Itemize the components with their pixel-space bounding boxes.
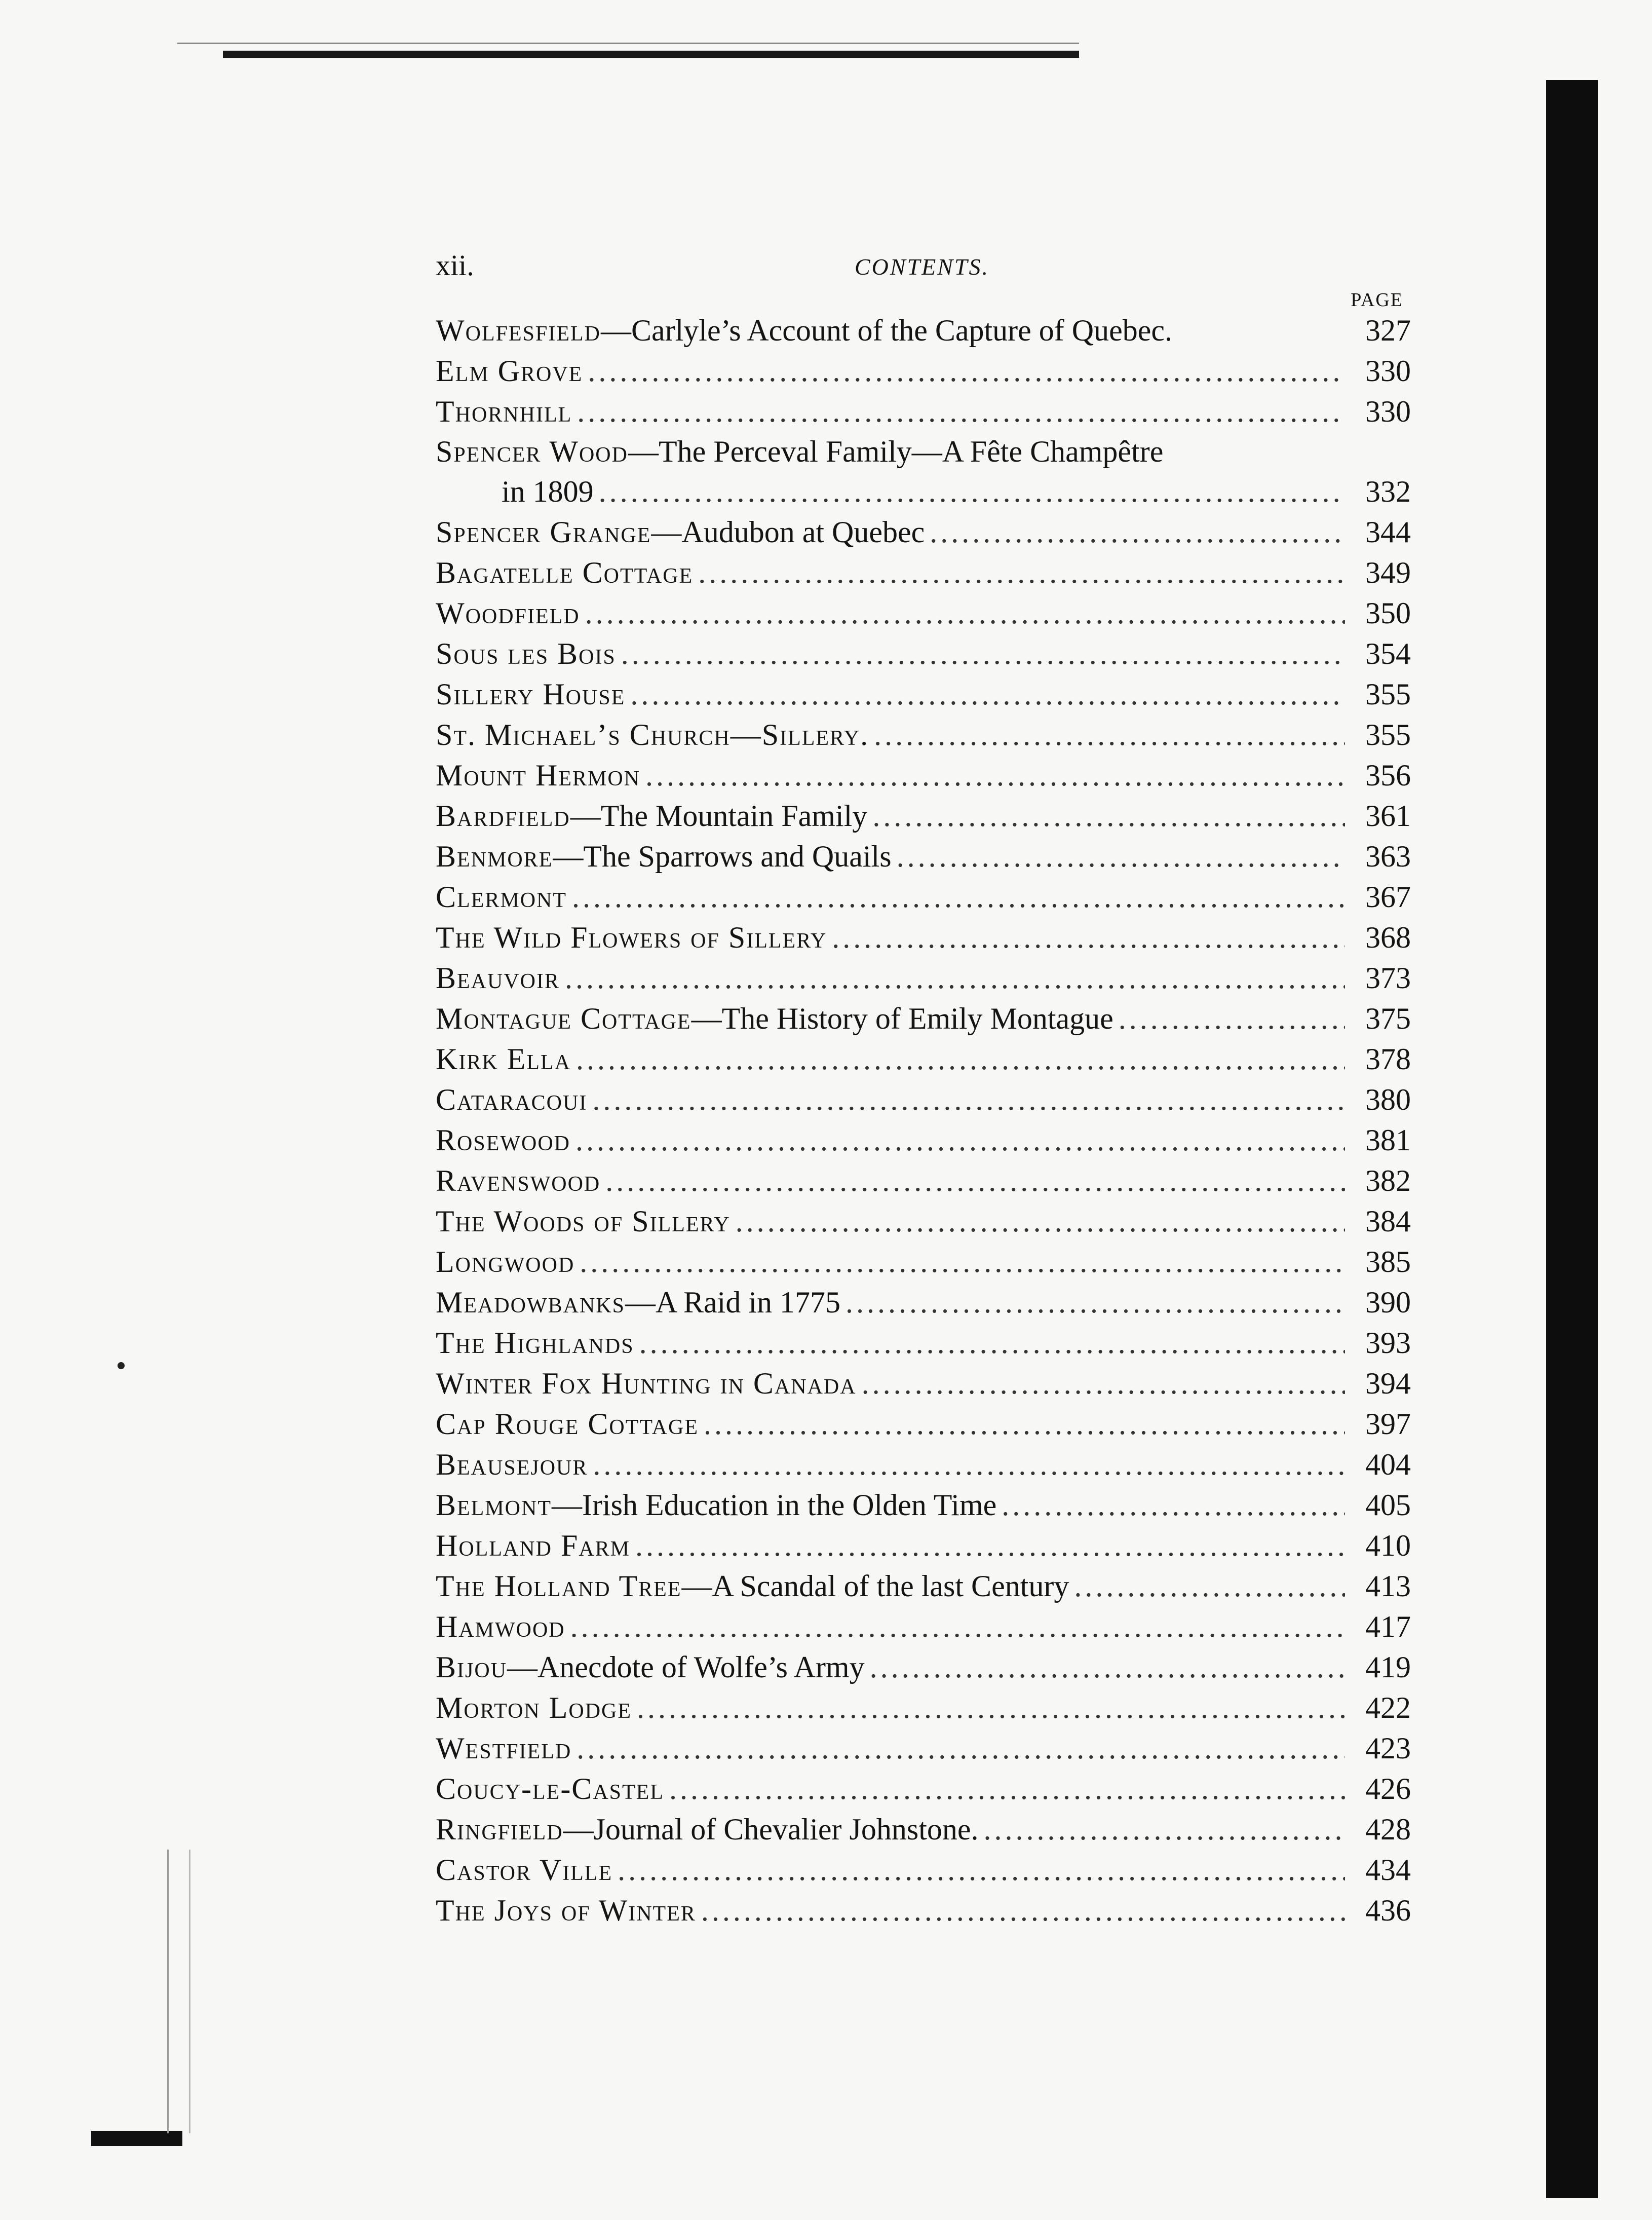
running-head: CONTENTS.	[854, 254, 990, 280]
toc-entry	[436, 1282, 1411, 1323]
entry-title: Westfield	[436, 1732, 572, 1765]
toc-entry	[436, 633, 1411, 674]
entry-subtitle: —A Scandal of the last Century	[681, 1569, 1069, 1603]
contents-list	[436, 310, 1411, 1931]
entry-title: Wolfesfield	[436, 314, 601, 347]
dot-leader	[645, 755, 1345, 796]
toc-entry	[436, 998, 1411, 1039]
toc-entry	[436, 755, 1411, 796]
dot-leader	[846, 1282, 1345, 1323]
entry-title: Bagatelle Cottage	[436, 556, 694, 589]
entry-page: 436	[1365, 1894, 1411, 1927]
entry-title: St. Michael’s Church—Sillery.	[436, 718, 869, 751]
toc-entry	[436, 1160, 1411, 1201]
dot-leader	[874, 714, 1345, 755]
entry-page: 330	[1365, 354, 1411, 388]
dot-leader	[588, 351, 1345, 391]
toc-entry	[436, 958, 1411, 998]
entry-page: 378	[1365, 1042, 1411, 1076]
toc-entry	[436, 1404, 1411, 1444]
dot-leader	[984, 1809, 1346, 1850]
toc-entry	[436, 1201, 1411, 1241]
dot-leader	[870, 1647, 1345, 1687]
entry-subtitle: —Anecdote of Wolfe’s Army	[507, 1650, 865, 1684]
entry-page: 385	[1365, 1245, 1411, 1278]
scan-right-edge-bar	[1546, 80, 1598, 2198]
dot-leader	[577, 1728, 1345, 1769]
dot-leader	[593, 1444, 1345, 1485]
entry-page: 390	[1365, 1286, 1411, 1319]
entry-title: Beauvoir	[436, 961, 560, 995]
entry-page: 384	[1365, 1205, 1411, 1238]
entry-title: Meadowbanks	[436, 1286, 626, 1319]
toc-entry	[436, 1890, 1411, 1931]
entry-title: Spencer Grange	[436, 515, 651, 549]
dot-leader	[621, 633, 1345, 674]
dot-leader	[618, 1850, 1345, 1890]
entry-title: Benmore	[436, 840, 553, 873]
ink-speck	[118, 1362, 125, 1369]
entry-page: 417	[1365, 1610, 1411, 1643]
entry-title: Coucy-le-Castel	[436, 1772, 664, 1805]
dot-leader	[897, 836, 1345, 877]
entry-page: 381	[1365, 1123, 1411, 1157]
entry-title: Sous les Bois	[436, 637, 616, 670]
entry-title: Montague Cottage	[436, 1002, 691, 1035]
toc-entry-continuation	[436, 471, 1411, 512]
scan-top-rule	[223, 51, 1079, 58]
dot-leader	[832, 917, 1345, 958]
dot-leader	[701, 1890, 1345, 1931]
dot-leader	[585, 593, 1345, 633]
toc-entry	[436, 552, 1411, 593]
entry-title: The Highlands	[436, 1326, 634, 1360]
entry-title: Sillery House	[436, 678, 626, 711]
entry-title: Thornhill	[436, 395, 572, 428]
toc-entry	[436, 1363, 1411, 1404]
entry-title: Morton Lodge	[436, 1691, 632, 1724]
dot-leader	[572, 877, 1345, 917]
entry-title: Winter Fox Hunting in Canada	[436, 1367, 857, 1400]
toc-entry	[436, 1647, 1411, 1687]
toc-entry	[436, 351, 1411, 391]
dot-leader	[930, 512, 1345, 552]
entry-subtitle: —The Sparrows and Quails	[553, 840, 892, 873]
entry-title: Woodfield	[436, 596, 580, 630]
entry-page: 327	[1365, 314, 1411, 347]
dot-leader	[872, 796, 1345, 836]
dot-leader	[575, 1120, 1345, 1160]
toc-entry	[436, 1485, 1411, 1525]
dot-leader	[669, 1769, 1345, 1809]
entry-page: 393	[1365, 1326, 1411, 1360]
dot-leader	[592, 1079, 1345, 1120]
entry-subtitle: —Carlyle’s Account of the Capture of Quebec.	[600, 314, 1172, 347]
entry-page: 354	[1365, 637, 1411, 670]
entry-page: 356	[1365, 759, 1411, 792]
dot-leader	[576, 1039, 1345, 1079]
entry-title: The Joys of Winter	[436, 1894, 696, 1927]
dot-leader	[599, 471, 1345, 512]
entry-page: 382	[1365, 1164, 1411, 1197]
toc-entry	[436, 1039, 1411, 1079]
dot-leader	[704, 1404, 1345, 1444]
entry-page: 361	[1365, 799, 1411, 833]
entry-page: 413	[1365, 1569, 1411, 1603]
dot-leader	[605, 1160, 1345, 1201]
toc-entry	[436, 310, 1411, 351]
toc-entry	[436, 1079, 1411, 1120]
scan-edge-line	[177, 43, 1079, 44]
entry-subtitle: —Journal of Chevalier Johnstone.	[563, 1813, 979, 1846]
toc-entry	[436, 432, 1411, 471]
dot-leader	[736, 1201, 1345, 1241]
entry-title: Belmont	[436, 1488, 552, 1522]
entry-page: 394	[1365, 1367, 1411, 1400]
entry-page: 397	[1365, 1407, 1411, 1441]
entry-title: Elm Grove	[436, 354, 583, 388]
toc-entry	[436, 1728, 1411, 1769]
entry-page: 404	[1365, 1448, 1411, 1481]
entry-title: Holland Farm	[436, 1529, 631, 1562]
toc-entry	[436, 391, 1411, 432]
dot-leader	[580, 1241, 1345, 1282]
entry-subtitle: —The History of Emily Montague	[691, 1002, 1113, 1035]
toc-entry	[436, 877, 1411, 917]
dot-leader	[1119, 998, 1345, 1039]
dot-leader	[565, 958, 1345, 998]
entry-page: 428	[1365, 1813, 1411, 1846]
entry-subtitle: —Audubon at Quebec	[651, 515, 925, 549]
toc-entry	[436, 836, 1411, 877]
entry-title: Hamwood	[436, 1610, 565, 1643]
entry-page: 350	[1365, 596, 1411, 630]
toc-entry	[436, 917, 1411, 958]
folio-number: xii.	[436, 249, 474, 282]
entry-title: Rosewood	[436, 1123, 570, 1157]
dot-leader	[570, 1606, 1345, 1647]
entry-page: 375	[1365, 1002, 1411, 1035]
entry-page: 410	[1365, 1529, 1411, 1562]
scan-left-marks	[167, 1850, 190, 2133]
toc-entry	[436, 674, 1411, 714]
entry-title: Ravenswood	[436, 1164, 601, 1197]
entry-page: 355	[1365, 678, 1411, 711]
dot-leader	[637, 1687, 1345, 1728]
entry-title: Bijou	[436, 1650, 508, 1684]
entry-page: 434	[1365, 1853, 1411, 1887]
toc-entry	[436, 1606, 1411, 1647]
entry-title: The Wild Flowers of Sillery	[436, 921, 827, 954]
entry-subtitle: —The Perceval Family—A Fête Champêtre	[628, 435, 1164, 468]
dot-leader	[1002, 1485, 1345, 1525]
entry-page: 405	[1365, 1488, 1411, 1522]
entry-title: Longwood	[436, 1245, 575, 1278]
toc-entry	[436, 796, 1411, 836]
dot-leader	[698, 552, 1345, 593]
entry-subtitle: —The Mountain Family	[570, 799, 868, 833]
toc-entry	[436, 593, 1411, 633]
entry-title: Beausejour	[436, 1448, 588, 1481]
entry-page: 368	[1365, 921, 1411, 954]
toc-entry	[436, 512, 1411, 552]
entry-title: Clermont	[436, 880, 567, 914]
toc-entry	[436, 1769, 1411, 1809]
entry-title: Cataracoui	[436, 1083, 588, 1116]
toc-entry	[436, 1241, 1411, 1282]
entry-title: Ringfield	[436, 1813, 563, 1846]
entry-page: 344	[1365, 515, 1411, 549]
toc-entry	[436, 1566, 1411, 1606]
entry-page: 426	[1365, 1772, 1411, 1805]
entry-title: Spencer Wood	[436, 435, 628, 468]
entry-page: 355	[1365, 718, 1411, 751]
entry-page: 423	[1365, 1732, 1411, 1765]
toc-entry	[436, 1809, 1411, 1850]
entry-subtitle: —Irish Education in the Olden Time	[552, 1488, 997, 1522]
entry-title: Kirk Ella	[436, 1042, 571, 1076]
entry-page: 367	[1365, 880, 1411, 914]
entry-page: 363	[1365, 840, 1411, 873]
toc-entry	[436, 1444, 1411, 1485]
entry-page: 332	[1365, 475, 1411, 508]
dot-leader	[577, 391, 1345, 432]
toc-entry	[436, 1323, 1411, 1363]
dot-leader	[862, 1363, 1345, 1404]
toc-entry	[436, 1120, 1411, 1160]
entry-page: 349	[1365, 556, 1411, 589]
entry-title: The Holland Tree	[436, 1569, 682, 1603]
dot-leader	[635, 1525, 1345, 1566]
entry-title: The Woods of Sillery	[436, 1205, 731, 1238]
dot-leader	[630, 674, 1345, 714]
page-column-label: PAGE	[1351, 289, 1403, 311]
toc-entry	[436, 1687, 1411, 1728]
dot-leader	[639, 1323, 1345, 1363]
toc-entry	[436, 1525, 1411, 1566]
entry-title: Bardfield	[436, 799, 570, 833]
dot-leader	[1074, 1566, 1345, 1606]
entry-page: 419	[1365, 1650, 1411, 1684]
toc-entry	[436, 1850, 1411, 1890]
entry-page: 380	[1365, 1083, 1411, 1116]
entry-title: Cap Rouge Cottage	[436, 1407, 699, 1441]
entry-title: Mount Hermon	[436, 759, 641, 792]
toc-entry	[436, 714, 1411, 755]
entry-title: Castor Ville	[436, 1853, 613, 1887]
entry-page: 330	[1365, 395, 1411, 428]
entry-page: 422	[1365, 1691, 1411, 1724]
entry-page: 373	[1365, 961, 1411, 995]
entry-continuation: in 1809	[502, 475, 594, 508]
entry-subtitle: —A Raid in 1775	[625, 1286, 841, 1319]
